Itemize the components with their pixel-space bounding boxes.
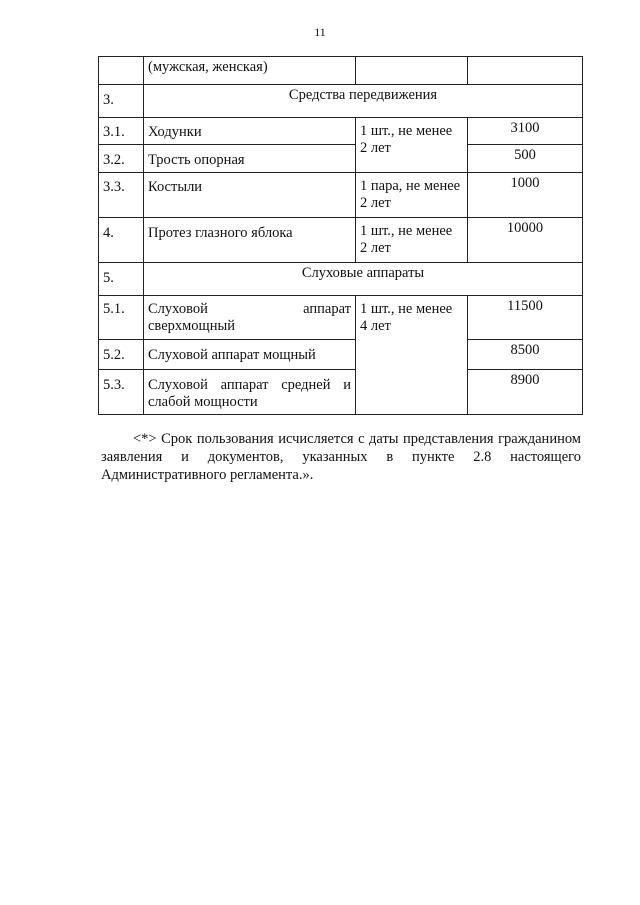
row-number: 5.2. [99, 340, 144, 370]
item-value: 1000 [468, 173, 583, 218]
item-value: 10000 [468, 218, 583, 263]
usage-term: 1 пара, не менее 2 лет [356, 173, 468, 218]
row-number: 4. [99, 218, 144, 263]
footnote-line: заявления и документов, указанных в пункте 2.8 настоящего [101, 449, 581, 465]
table-row [99, 145, 583, 173]
item-name: Ходунки [144, 118, 356, 145]
section-title: Средства передвижения [144, 85, 583, 118]
section-number: 5. [99, 263, 144, 296]
item-name-line: Слуховой аппарат [148, 301, 351, 317]
footnote [101, 430, 581, 484]
item-name: Протез глазного яблока [144, 218, 356, 263]
row-number: 5.3. [99, 370, 144, 415]
item-name: Трость опорная [144, 145, 356, 173]
row-number: 5.1. [99, 296, 144, 340]
item-name [144, 296, 356, 340]
usage-term [356, 57, 468, 85]
table-row [99, 173, 583, 218]
item-name [144, 370, 356, 415]
footnote-line: Административного регламента.». [101, 467, 314, 483]
item-name: Костыли [144, 173, 356, 218]
row-number: 3.3. [99, 173, 144, 218]
item-value: 500 [468, 145, 583, 173]
item-name-line: Слуховой аппарат средней и [148, 377, 351, 393]
footnote-line: <*> Срок пользования исчисляется с даты представления гражданином [133, 431, 581, 447]
item-name: Слуховой аппарат мощный [144, 340, 356, 370]
page-number: 11 [314, 25, 326, 39]
table-row [99, 370, 583, 415]
table-row [99, 118, 583, 145]
usage-term: 1 шт., не менее 4 лет [356, 296, 468, 415]
table-row [99, 218, 583, 263]
item-name-line: слабой мощности [148, 394, 258, 410]
aids-table [98, 56, 583, 415]
row-number: 3.2. [99, 145, 144, 173]
item-value: 8500 [468, 340, 583, 370]
usage-term: 1 шт., не менее 2 лет [356, 118, 468, 173]
section-row [99, 263, 583, 296]
item-value: 3100 [468, 118, 583, 145]
table-row [99, 340, 583, 370]
item-value: 8900 [468, 370, 583, 415]
section-title: Слуховые аппараты [144, 263, 583, 296]
item-value [468, 57, 583, 85]
section-row [99, 85, 583, 118]
section-number: 3. [99, 85, 144, 118]
table-row [99, 57, 583, 85]
usage-term: 1 шт., не менее 2 лет [356, 218, 468, 263]
table-row [99, 296, 583, 340]
item-name: (мужская, женская) [144, 57, 356, 85]
row-number: 3.1. [99, 118, 144, 145]
item-name-line: сверхмощный [148, 318, 235, 334]
row-number [99, 57, 144, 85]
item-value: 11500 [468, 296, 583, 340]
